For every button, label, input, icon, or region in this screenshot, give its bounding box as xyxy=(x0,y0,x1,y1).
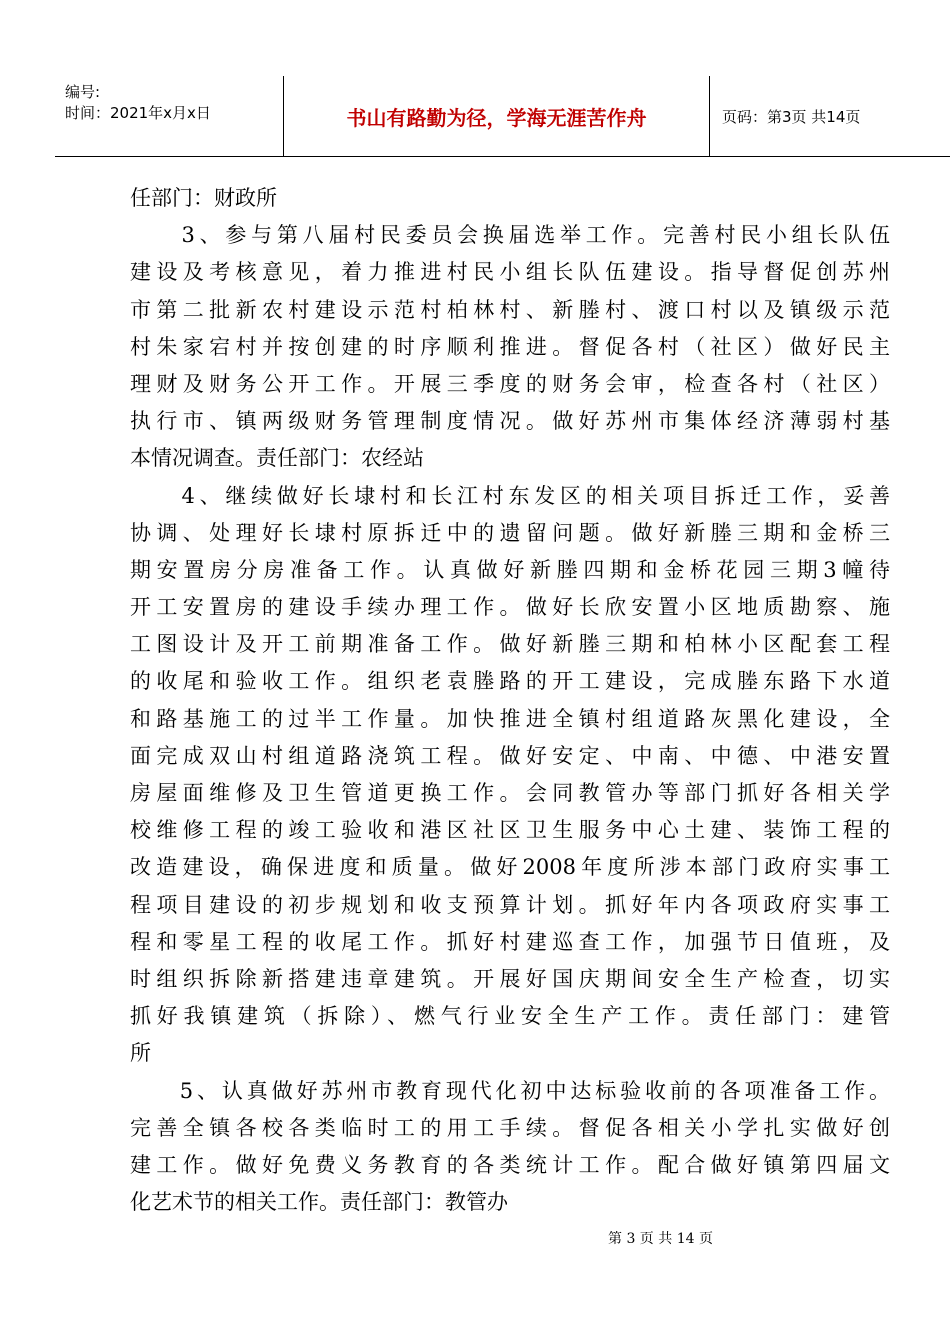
text-line xyxy=(130,998,890,1035)
text-line-content: 市第二批新农村建设示范村柏林村、新塍村、渡口村以及镇级示范 xyxy=(130,297,890,322)
text-line-content: 时组织拆除新搭建违章建筑。开展好国庆期间安全生产检查，切实 xyxy=(130,966,890,991)
page-footer: 第 3 页 共 14 页 xyxy=(608,1231,713,1247)
text-line-content: 工图设计及开工前期准备工作。做好新塍三期和柏林小区配套工程 xyxy=(130,632,890,657)
text-line-content: 任部门：财政所 xyxy=(130,186,277,210)
text-line-content: 和路基施工的过半工作量。加快推进全镇村组道路灰黑化建设，全 xyxy=(130,706,890,731)
text-line xyxy=(130,254,890,291)
text-line xyxy=(130,887,890,924)
text-line xyxy=(130,1147,890,1184)
text-line-content: 开工安置房的建设手续办理工作。做好长欣安置小区地质勘察、施 xyxy=(130,595,890,620)
text-line xyxy=(130,552,890,589)
text-line-content: 村朱家宕村并按创建的时序顺利推进。督促各村（社区）做好民主 xyxy=(130,334,890,359)
text-line-content: 5、认真做好苏州市教育现代化初中达标验收前的各项准备工作。 xyxy=(130,1078,890,1103)
text-line xyxy=(130,366,890,403)
text-line-content: 化艺术节的相关工作。责任部门：教管办 xyxy=(130,1190,508,1215)
time-label: 时间：2021年x月x日 xyxy=(65,104,211,122)
header-page-number: 页码：第3页 共14页 xyxy=(722,107,861,126)
text-line-content: 建设及考核意见，着力推进村民小组长队伍建设。指导督促创苏州 xyxy=(130,260,890,285)
text-line xyxy=(130,812,890,849)
text-line xyxy=(130,701,890,738)
text-line xyxy=(130,626,890,663)
text-line-content: 所 xyxy=(130,1041,151,1066)
text-line-content: 理财及财务公开工作。开展三季度的财务会审，检查各村（社区） xyxy=(130,371,890,396)
text-line xyxy=(130,589,890,626)
page-header xyxy=(55,76,950,157)
text-line xyxy=(130,663,890,700)
text-line-content: 房屋面维修及卫生管道更换工作。会同教管办等部门抓好各相关学 xyxy=(130,781,890,805)
text-line-content: 协调、处理好长埭村原拆迁中的遗留问题。做好新塍三期和金桥三 xyxy=(130,520,890,545)
text-line-content: 期安置房分房准备工作。认真做好新塍四期和金桥花园三期3幢待 xyxy=(130,557,890,582)
text-line-content: 校维修工程的竣工验收和港区社区卫生服务中心土建、装饰工程的 xyxy=(130,818,890,843)
text-line xyxy=(130,738,890,775)
text-line xyxy=(130,403,890,440)
text-line-content: 4、继续做好长埭村和长江村东发区的相关项目拆迁工作，妥善 xyxy=(130,483,890,508)
text-line xyxy=(130,849,890,886)
text-line xyxy=(130,180,890,217)
text-line-content: 3、参与第八届村民委员会换届选举工作。完善村民小组长队伍 xyxy=(130,223,890,248)
text-line xyxy=(130,515,890,552)
text-line-content: 抓好我镇建筑（拆除）、燃气行业安全生产工作。责任部门：建管 xyxy=(130,1004,890,1029)
header-motto: 书山有路勤为径，学海无涯苦作舟 xyxy=(284,76,710,156)
text-line xyxy=(130,217,890,254)
text-line-content: 面完成双山村组道路浇筑工程。做好安定、中南、中德、中港安置 xyxy=(130,743,890,768)
text-line-content: 程项目建设的初步规划和收支预算计划。抓好年内各项政府实事工 xyxy=(130,892,890,917)
text-line-content: 的收尾和验收工作。组织老袁塍路的开工建设，完成塍东路下水道 xyxy=(130,669,890,694)
text-line xyxy=(130,292,890,329)
text-line xyxy=(130,440,890,477)
text-line-content: 改造建设，确保进度和质量。做好2008年度所涉本部门政府实事工 xyxy=(130,855,890,880)
text-line xyxy=(130,961,890,998)
document-body xyxy=(130,180,890,1221)
text-line xyxy=(130,1035,890,1072)
text-line-content: 建工作。做好免费义务教育的各类统计工作。配合做好镇第四届文 xyxy=(130,1152,890,1177)
serial-number-label: 编号: xyxy=(65,83,101,101)
text-line-content: 程和零星工程的收尾工作。抓好村建巡查工作，加强节日值班，及 xyxy=(130,929,890,954)
text-line-content: 执行市、镇两级财务管理制度情况。做好苏州市集体经济薄弱村基 xyxy=(130,409,890,434)
text-line xyxy=(130,1110,890,1147)
text-line xyxy=(130,329,890,366)
text-line-content: 完善全镇各校各类临时工的用工手续。督促各相关小学扎实做好创 xyxy=(130,1115,890,1140)
text-line xyxy=(130,1184,890,1221)
header-meta xyxy=(55,76,284,156)
text-line xyxy=(130,924,890,961)
text-line-content: 本情况调查。责任部门：农经站 xyxy=(130,446,424,471)
text-line xyxy=(130,1073,890,1110)
text-line xyxy=(130,478,890,515)
text-line xyxy=(130,775,890,812)
